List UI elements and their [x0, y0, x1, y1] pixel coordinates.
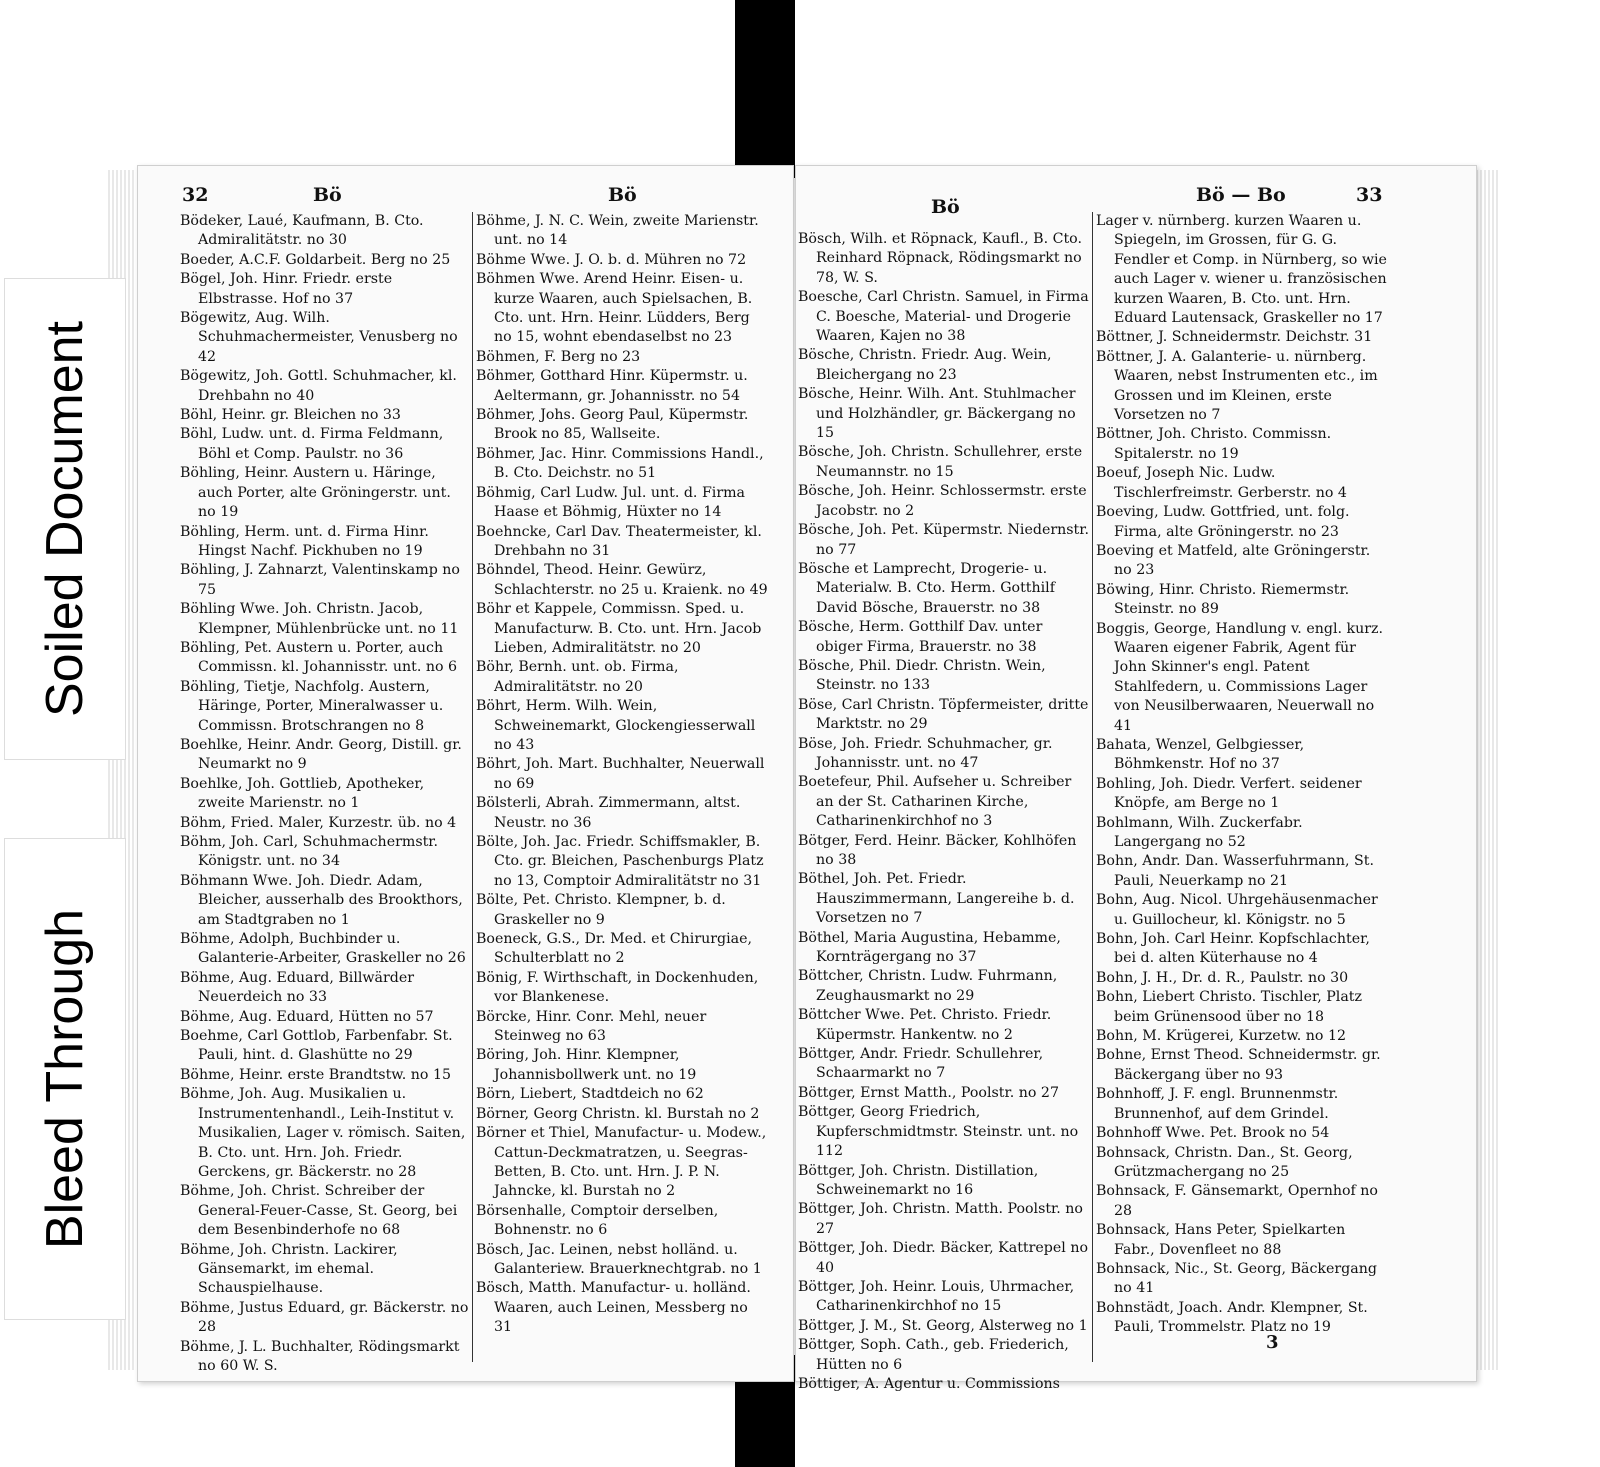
- directory-entry: Böhme, Joh. Christn. Lackirer, Gänsemarkt, im ehemal. Schauspielhause.: [180, 1241, 398, 1297]
- directory-entry: Böhl, Heinr. gr. Bleichen no 33: [180, 407, 401, 424]
- directory-entry: Boehme, Carl Gottlob, Farbenfabr. St. Pauli, hint. d. Glashütte no 29: [180, 1028, 453, 1064]
- directory-entry: Bohnsack, Christn. Dan., St. Georg, Grützmachergang no 25: [1096, 1144, 1353, 1180]
- left-page-number: 32: [182, 184, 209, 206]
- directory-entry: Bödeker, Laué, Kaufmann, B. Cto. Admiralitätstr. no 30: [180, 213, 424, 249]
- directory-entry: Börsenhalle, Comptoir derselben, Bohnenstr. no 6: [476, 1202, 719, 1239]
- directory-entry: Böse, Joh. Friedr. Schuhmacher, gr. Johannisstr. unt. no 47: [798, 735, 1053, 771]
- directory-entry: Böhling, J. Zahnarzt, Valentinskamp no 75: [180, 562, 460, 598]
- directory-entry: Böhme, Justus Eduard, gr. Bäckerstr. no 28: [180, 1299, 469, 1336]
- directory-entry: Bohnstädt, Joach. Andr. Klempner, St. Pauli, Trommelstr. Platz no 19: [1096, 1299, 1368, 1336]
- directory-entry: Bölte, Pet. Christo. Klempner, b. d. Graskeller no 9: [476, 892, 726, 928]
- directory-entry: Bohn, Andr. Dan. Wasserfuhrmann, St. Pauli, Neuerkamp no 21: [1096, 853, 1374, 889]
- soiled-document-stamp: [4, 278, 126, 760]
- directory-entry: Böhmer, Jac. Hinr. Commissions Handl., B. Cto. Deichstr. no 51: [476, 445, 764, 482]
- directory-entry: Böhling, Tietje, Nachfolg. Austern, Häringe, Porter, Mineralwasser u. Commissn. Brotschrangen no 8: [180, 678, 444, 734]
- directory-entry: Böhmen, F. Berg no 23: [476, 348, 641, 365]
- directory-entry: Bohnsack, Hans Peter, Spielkarten Fabr., Dovenfleet no 88: [1096, 1222, 1346, 1258]
- directory-entry: Bohnsack, Nic., St. Georg, Bäckergang no 41: [1096, 1260, 1377, 1297]
- directory-entry: Böttner, Joh. Christo. Commissn. Spitalerstr. no 19: [1096, 426, 1332, 462]
- directory-entry: Bötger, Ferd. Heinr. Bäcker, Kohlhöfen no 38: [798, 832, 1077, 868]
- left-page-column-2: [472, 212, 768, 1362]
- right-page-header-center: Bö: [931, 196, 960, 218]
- directory-entry: Böhling, Heinr. Austern u. Häringe, auch Porter, alte Gröningerstr. unt. no 19: [180, 465, 451, 521]
- directory-entry: Böttger, Soph. Cath., geb. Friederich, Hütten no 6: [798, 1337, 1069, 1373]
- directory-entry: Böhmen Wwe. Arend Heinr. Eisen- u. kurze Waaren, auch Spielsachen, B. Cto. unt. Hrn. Heinr. Lüdders, Berg no 15, wohnt ebendaselbst no 23: [476, 271, 753, 346]
- directory-entry: Bösche, Heinr. Wilh. Ant. Stuhlmacher und Holzhändler, gr. Bäckergang no 15: [798, 386, 1076, 442]
- directory-entry: Böhme, Aug. Eduard, Hütten no 57: [180, 1008, 434, 1025]
- directory-entry: Bohnhoff Wwe. Pet. Brook no 54: [1096, 1125, 1330, 1142]
- directory-entry: Boeving, Ludw. Gottfried, unt. folg. Firma, alte Gröningerstr. no 23: [1096, 504, 1350, 540]
- directory-entry: Bohn, Joh. Carl Heinr. Kopfschlachter, bei d. alten Küterhause no 4: [1096, 931, 1370, 967]
- directory-entry: Böttger, Andr. Friedr. Schullehrer, Schaarmarkt no 7: [798, 1046, 1044, 1082]
- directory-entry: Bölte, Joh. Jac. Friedr. Schiffsmakler, B. Cto. gr. Bleichen, Paschenburgs Platz no 13, Comptoir Admiralitätstr no 31: [476, 834, 764, 889]
- right-page-column-2: [1092, 212, 1388, 1362]
- bleed-through-label: Bleed Through: [36, 908, 94, 1250]
- directory-entry: Bohnhoff, J. F. engl. Brunnenmstr. Brunnenhof, auf dem Grindel.: [1096, 1086, 1339, 1122]
- spine-bar-top: [735, 0, 795, 178]
- directory-entry: Böttiger, A. Agentur u. Commissions: [798, 1375, 1060, 1392]
- directory-entry: Böwing, Hinr. Christo. Riemermstr. Steinstr. no 89: [1096, 581, 1350, 618]
- directory-entry: Boeder, A.C.F. Goldarbeit. Berg no 25: [180, 251, 451, 268]
- directory-entry: Bohn, Aug. Nicol. Uhrgehäusenmacher u. Guillocheur, kl. Königstr. no 5: [1096, 892, 1378, 928]
- directory-entry: Böhm, Joh. Carl, Schuhmachermstr. Königstr. unt. no 34: [180, 834, 439, 870]
- directory-entry: Böhr, Bernh. unt. ob. Firma, Admiralitätstr. no 20: [476, 659, 679, 695]
- directory-entry: Boeneck, G.S., Dr. Med. et Chirurgiae, Schulterblatt no 2: [476, 931, 753, 967]
- directory-entry: Böhme, J. N. C. Wein, zweite Marienstr. unt. no 14: [476, 213, 759, 249]
- directory-entry: Boesche, Carl Christn. Samuel, in Firma C. Boesche, Material- und Drogerie Waaren, Kajen no 38: [798, 289, 1089, 345]
- directory-entry: Böttger, Joh. Christn. Distillation, Schweinemarkt no 16: [798, 1162, 1039, 1198]
- directory-entry: Böhme, Adolph, Buchbinder u. Galanterie-Arbeiter, Graskeller no 26: [180, 931, 466, 967]
- directory-entry: Böhme Wwe. J. O. b. d. Mühren no 72: [476, 251, 747, 268]
- page-stack-edge-right: [1476, 170, 1500, 1370]
- directory-entry: Boehncke, Carl Dav. Theatermeister, kl. Drehbahn no 31: [476, 523, 762, 559]
- directory-entry: Bohn, M. Krügerei, Kurzetw. no 12: [1096, 1028, 1347, 1045]
- directory-entry: Böttcher, Christn. Ludw. Fuhrmann, Zeughausmarkt no 29: [798, 968, 1058, 1004]
- right-page: [795, 165, 1477, 1392]
- directory-entry: Bösch, Jac. Leinen, nebst holländ. u. Galanteriew. Brauerknechtgrab. no 1: [476, 1241, 762, 1277]
- directory-entry: Böhndel, Theod. Heinr. Gewürz, Schlachterstr. no 25 u. Kraienk. no 49: [476, 562, 768, 598]
- directory-entry: Böhrt, Joh. Mart. Buchhalter, Neuerwall no 69: [476, 756, 765, 792]
- directory-entry: Bösch, Matth. Manufactur- u. holländ. Waaren, auch Leinen, Messberg no 31: [476, 1280, 751, 1336]
- directory-entry: Bohlmann, Wilh. Zuckerfabr. Langergang no 52: [1096, 814, 1303, 850]
- directory-entry: Böttger, Joh. Diedr. Bäcker, Kattrepel no 40: [798, 1240, 1089, 1276]
- directory-entry: Böhling, Herm. unt. d. Firma Hinr. Hingst Nachf. Pickhuben no 19: [180, 523, 429, 559]
- directory-entry: Bölsterli, Abrah. Zimmermann, altst. Neustr. no 36: [476, 795, 741, 831]
- directory-entry: Bösche, Christn. Friedr. Aug. Wein, Bleichergang no 23: [798, 347, 1052, 383]
- directory-entry: Böttger, Ernst Matth., Poolstr. no 27: [798, 1084, 1059, 1101]
- directory-entry: Böttger, Georg Friedrich, Kupferschmidtmstr. Steinstr. unt. no 112: [798, 1104, 1079, 1160]
- directory-entry: Bohne, Ernst Theod. Schneidermstr. gr. Bäckergang über no 93: [1096, 1047, 1381, 1083]
- directory-entry: Böhling, Pet. Austern u. Porter, auch Commissn. kl. Johannisstr. unt. no 6: [180, 639, 458, 676]
- right-page-footer-mark: 3: [1266, 1332, 1279, 1353]
- directory-entry: Böhme, Heinr. erste Brandtstw. no 15: [180, 1066, 452, 1083]
- directory-entry: Böttger, Joh. Heinr. Louis, Uhrmacher, Catharinenkirchhof no 15: [798, 1278, 1075, 1315]
- directory-entry: Bösch, Wilh. et Röpnack, Kaufl., B. Cto. Reinhard Röpnack, Rödingsmarkt no 78, W. S.: [798, 231, 1082, 286]
- left-page-column-1: [180, 212, 472, 1374]
- directory-entry: Bohn, Liebert Christo. Tischler, Platz beim Grünensood über no 18: [1096, 989, 1362, 1025]
- directory-entry: Böttner, J. A. Galanterie- u. nürnberg. Waaren, nebst Instrumenten etc., im Grossen und im Kleinen, erste Vorsetzen no 7: [1096, 348, 1378, 424]
- left-page-header-center: Bö: [608, 184, 637, 206]
- directory-entry: Böhl, Ludw. unt. d. Firma Feldmann, Böhl et Comp. Paulstr. no 36: [180, 426, 444, 462]
- directory-entry: Böhrt, Herm. Wilh. Wein, Schweinemarkt, Glockengiesserwall no 43: [476, 698, 756, 753]
- directory-entry: Bösche, Joh. Christn. Schullehrer, erste Neumannstr. no 15: [798, 444, 1083, 480]
- directory-entry: Böthel, Maria Augustina, Hebamme, Kornträgergang no 37: [798, 929, 1061, 966]
- directory-entry: Bögewitz, Aug. Wilh. Schuhmachermeister, Venusberg no 42: [180, 310, 458, 365]
- directory-entry: Böhme, Joh. Christ. Schreiber der General-Feuer-Casse, St. Georg, bei dem Besenbinderhofe no 68: [180, 1183, 458, 1239]
- directory-entry: Böhme, J. L. Buchhalter, Rödingsmarkt no 60 W. S.: [180, 1338, 460, 1374]
- directory-entry: Bohling, Joh. Diedr. Verfert. seidener Knöpfe, am Berge no 1: [1096, 775, 1362, 812]
- directory-entry: Böring, Joh. Hinr. Klempner, Johannisbollwerk unt. no 19: [476, 1047, 697, 1083]
- directory-entry: Böhmer, Johs. Georg Paul, Küpermstr. Brook no 85, Wallseite.: [476, 407, 749, 443]
- directory-entry: Böthel, Joh. Pet. Friedr. Hauszimmermann, Langereihe b. d. Vorsetzen no 7: [798, 871, 1075, 927]
- directory-entry: Böhr et Kappele, Commissn. Sped. u. Manufacturw. B. Cto. unt. Hrn. Jacob Lieben, Admiralitätstr. no 20: [476, 601, 762, 656]
- directory-entry: Böhme, Aug. Eduard, Billwärder Neuerdeich no 33: [180, 969, 415, 1006]
- right-page-header-right: Bö — Bo: [1196, 184, 1286, 206]
- directory-entry: Bösche, Joh. Pet. Küpermstr. Niedernstr. no 77: [798, 522, 1089, 558]
- directory-entry: Boggis, George, Handlung v. engl. kurz. Waaren eigener Fabrik, Agent für John Skinner's engl. Patent Stahlfedern, u. Commissions Lager von Neusilberwaaren, Neuerwall no 41: [1096, 620, 1383, 734]
- directory-entry: Böttger, J. M., St. Georg, Alsterweg no 1: [798, 1317, 1088, 1334]
- right-page-column-1: [798, 230, 1090, 1392]
- directory-entry: Boehlke, Joh. Gottlieb, Apotheker, zweite Marienstr. no 1: [180, 775, 425, 812]
- directory-entry: Börn, Liebert, Stadtdeich no 62: [476, 1086, 704, 1103]
- directory-entry: Böhme, Joh. Aug. Musikalien u. Instrumentenhandl., Leih-Institut v. Musikalien, Lager v. römisch. Saiten, B. Cto. unt. Hrn. Joh. Friedr. Gerckens, gr. Bäckerstr. no 28: [180, 1086, 466, 1180]
- directory-entry: Lager v. nürnberg. kurzen Waaren u. Spiegeln, im Grossen, für G. G. Fendler et Comp. in Nürnberg, so wie auch Lager v. wiener u. französischen kurzen Waaren, B. Cto. unt. Hrn. Eduard Lautensack, Graskeller no 17: [1096, 213, 1387, 327]
- directory-entry: Boeving et Matfeld, alte Gröningerstr. no 23: [1096, 542, 1371, 579]
- directory-entry: Bögel, Joh. Hinr. Friedr. erste Elbstrasse. Hof no 37: [180, 271, 393, 307]
- directory-entry: Börner, Georg Christn. kl. Burstah no 2: [476, 1105, 760, 1122]
- left-page: [137, 165, 794, 1382]
- directory-entry: Bönig, F. Wirthschaft, in Dockenhuden, vor Blankenese.: [476, 969, 759, 1006]
- directory-entry: Böttcher Wwe. Pet. Christo. Friedr. Küpermstr. Hankentw. no 2: [798, 1007, 1052, 1043]
- left-page-header-left: Bö: [313, 184, 342, 206]
- directory-entry: Bohnsack, F. Gänsemarkt, Opernhof no 28: [1096, 1183, 1378, 1219]
- directory-entry: Bögewitz, Joh. Gottl. Schuhmacher, kl. Drehbahn no 40: [180, 368, 457, 404]
- directory-entry: Bösche et Lamprecht, Drogerie- u. Materialw. B. Cto. Herm. Gotthilf David Bösche, Brauerstr. no 38: [798, 560, 1055, 616]
- right-page-number: 33: [1356, 184, 1383, 206]
- directory-entry: Bösche, Joh. Heinr. Schlossermstr. erste Jacobstr. no 2: [798, 483, 1087, 519]
- directory-entry: Böhm, Fried. Maler, Kurzestr. üb. no 4: [180, 814, 457, 831]
- directory-entry: Bösche, Phil. Diedr. Christn. Wein, Steinstr. no 133: [798, 657, 1046, 694]
- directory-entry: Bahata, Wenzel, Gelbgiesser, Böhmkenstr. Hof no 37: [1096, 736, 1305, 773]
- directory-entry: Bohn, J. H., Dr. d. R., Paulstr. no 30: [1096, 969, 1349, 986]
- bleed-through-stamp: [4, 838, 126, 1320]
- soiled-document-label: Soiled Document: [36, 321, 94, 717]
- directory-entry: Böttger, Joh. Christn. Matth. Poolstr. no 27: [798, 1201, 1083, 1237]
- directory-entry: Böhling Wwe. Joh. Christn. Jacob, Klempner, Mühlenbrücke unt. no 11: [180, 601, 459, 637]
- directory-entry: Böhmig, Carl Ludw. Jul. unt. d. Firma Haase et Böhmig, Hüxter no 14: [476, 484, 746, 521]
- directory-entry: Böhmann Wwe. Joh. Diedr. Adam, Bleicher, ausserhalb des Brookthors, am Stadtgraben no 1: [180, 872, 463, 928]
- directory-entry: Böse, Carl Christn. Töpfermeister, dritte Marktstr. no 29: [798, 696, 1089, 733]
- directory-entry: Boeuf, Joseph Nic. Ludw. Tischlerfreimstr. Gerberstr. no 4: [1096, 465, 1347, 501]
- directory-entry: Boehlke, Heinr. Andr. Georg, Distill. gr. Neumarkt no 9: [180, 736, 462, 773]
- directory-entry: Böhmer, Gotthard Hinr. Küpermstr. u. Aeltermann, gr. Johannisstr. no 54: [476, 368, 748, 404]
- directory-entry: Boetefeur, Phil. Aufseher u. Schreiber an der St. Catharinen Kirche, Catharinenkirchhof no 3: [798, 774, 1072, 830]
- directory-entry: Bösche, Herm. Gotthilf Dav. unter obiger Firma, Brauerstr. no 38: [798, 619, 1043, 655]
- directory-entry: Böttner, J. Schneidermstr. Deichstr. 31: [1096, 329, 1373, 346]
- directory-entry: Börcke, Hinr. Conr. Mehl, neuer Steinweg no 63: [476, 1008, 707, 1045]
- directory-entry: Börner et Thiel, Manufactur- u. Modew., Cattun-Deckmatratzen, u. Seegras-Betten, B. Cto. unt. Hrn. J. P. N. Jahncke, kl. Burstah no 2: [476, 1125, 767, 1200]
